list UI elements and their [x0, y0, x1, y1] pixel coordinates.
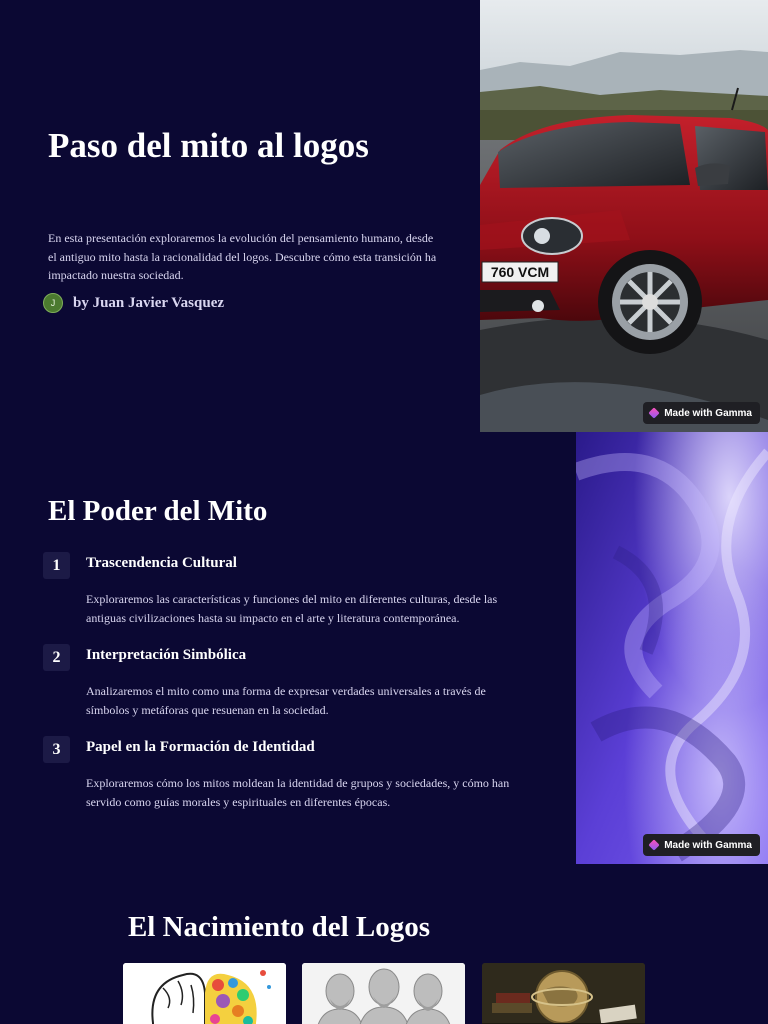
philosopher-busts-icon — [302, 963, 465, 1024]
section-title: El Poder del Mito — [48, 495, 268, 527]
gamma-badge-label: Made with Gamma — [664, 407, 752, 419]
gamma-logo-icon — [649, 407, 660, 418]
avatar[interactable]: J — [43, 293, 63, 313]
made-with-gamma-badge[interactable] — [643, 402, 760, 424]
philosopher-busts-image — [302, 963, 465, 1024]
item-number: 2 — [43, 644, 70, 671]
presentation-title: Paso del mito al logos — [48, 126, 369, 165]
item-description: Exploraremos cómo los mitos moldean la identidad de grupos y sociedades, y cómo han servido como guías morales y espirituales en diferentes épocas. — [86, 776, 510, 809]
item-description: Analizaremos el mito como una forma de expresar verdades universales a través de símbolos y metáforas que resuenan en la sociedad. — [86, 684, 486, 717]
item-title: Papel en la Formación de Identidad — [86, 739, 315, 755]
item-title: Trascendencia Cultural — [86, 555, 237, 571]
slide-poder-del-mito — [0, 432, 768, 864]
purple-abstract-swirl — [576, 432, 768, 864]
author-row — [43, 293, 224, 313]
item-description: Exploraremos las características y funciones del mito en diferentes culturas, desde las antiguas civilizaciones hasta su impacto en el arte y literatura contemporánea. — [86, 592, 498, 625]
globe-icon — [482, 963, 645, 1024]
slide-title — [0, 0, 768, 432]
colorful-brain-image — [123, 963, 286, 1024]
red-car-image — [480, 0, 768, 432]
red-car-photo — [480, 0, 768, 432]
author-name: by Juan Javier Vasquez — [73, 294, 225, 311]
gamma-badge-label: Made with Gamma — [664, 839, 752, 851]
gamma-logo-icon — [649, 839, 660, 850]
license-plate-text: 760 VCM — [490, 264, 550, 280]
item-number: 1 — [43, 552, 70, 579]
purple-swirl-image — [576, 432, 768, 864]
section-title: El Nacimiento del Logos — [127, 911, 431, 943]
globe-and-books-image — [482, 963, 645, 1024]
item-title: Interpretación Simbólica — [86, 647, 247, 663]
presentation-description: En esta presentación exploraremos la evolución del pensamiento humano, desde el antiguo mito hasta la racionalidad del logos. Descubre cómo esta transición ha impactado nuestra sociedad. — [48, 231, 437, 282]
made-with-gamma-badge[interactable] — [643, 834, 760, 856]
title-panel — [0, 0, 480, 432]
slide-nacimiento-del-logos — [0, 864, 768, 1024]
item-number: 3 — [43, 736, 70, 763]
brain-icon — [123, 963, 286, 1024]
